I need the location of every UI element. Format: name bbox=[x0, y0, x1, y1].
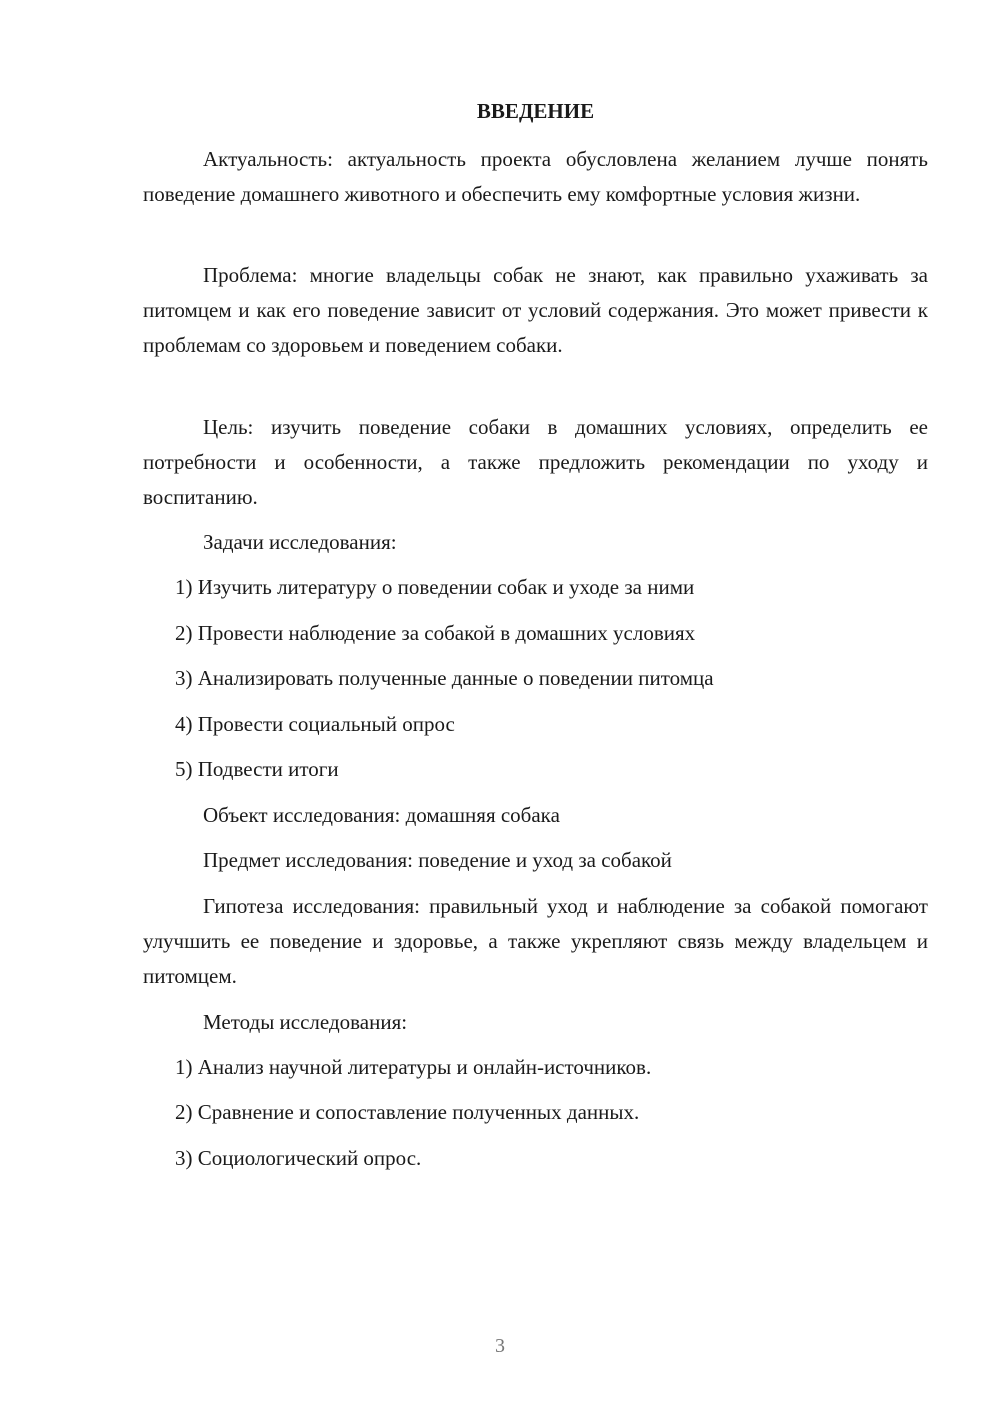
task-item: 5) Подвести итоги bbox=[175, 757, 339, 781]
method-item: 2) Сравнение и сопоставление полученных данных. bbox=[175, 1100, 640, 1124]
tasks-heading: Задачи исследования: bbox=[203, 530, 397, 554]
page-number: 3 bbox=[495, 1335, 505, 1357]
section-heading: ВВЕДЕНИЕ bbox=[476, 99, 595, 123]
hypothesis-paragraph: Гипотеза исследования: правильный уход и наблюдение за собакой помогают улучшить ее поведение и здоровье, а также укрепляют связь между владельцем и питомцем. bbox=[143, 894, 928, 988]
problem-paragraph: Проблема: многие владельцы собак не знают, как правильно ухаживать за питомцем и как его поведение зависит от условий содержания. Это может привести к проблемам со здоровьем и поведением собаки. bbox=[143, 263, 928, 357]
task-item: 4) Провести социальный опрос bbox=[175, 712, 455, 736]
task-item: 1) Изучить литературу о поведении собак и уходе за ними bbox=[175, 575, 695, 599]
relevance-paragraph: Актуальность: актуальность проекта обусловлена желанием лучше понять поведение домашнего животного и обеспечить ему комфортные условия жизни. bbox=[143, 147, 928, 206]
document-page bbox=[143, 0, 928, 1414]
object-line: Объект исследования: домашняя собака bbox=[203, 803, 560, 827]
goal-paragraph: Цель: изучить поведение собаки в домашних условиях, определить ее потребности и особенности, а также предложить рекомендации по уходу и воспитанию. bbox=[143, 415, 928, 509]
method-item: 3) Социологический опрос. bbox=[175, 1146, 422, 1170]
subject-line: Предмет исследования: поведение и уход за собакой bbox=[203, 848, 672, 872]
task-item: 3) Анализировать полученные данные о поведении питомца bbox=[175, 666, 714, 690]
task-item: 2) Провести наблюдение за собакой в домашних условиях bbox=[175, 621, 696, 645]
methods-heading: Методы исследования: bbox=[203, 1010, 408, 1034]
method-item: 1) Анализ научной литературы и онлайн-источников. bbox=[175, 1055, 652, 1079]
